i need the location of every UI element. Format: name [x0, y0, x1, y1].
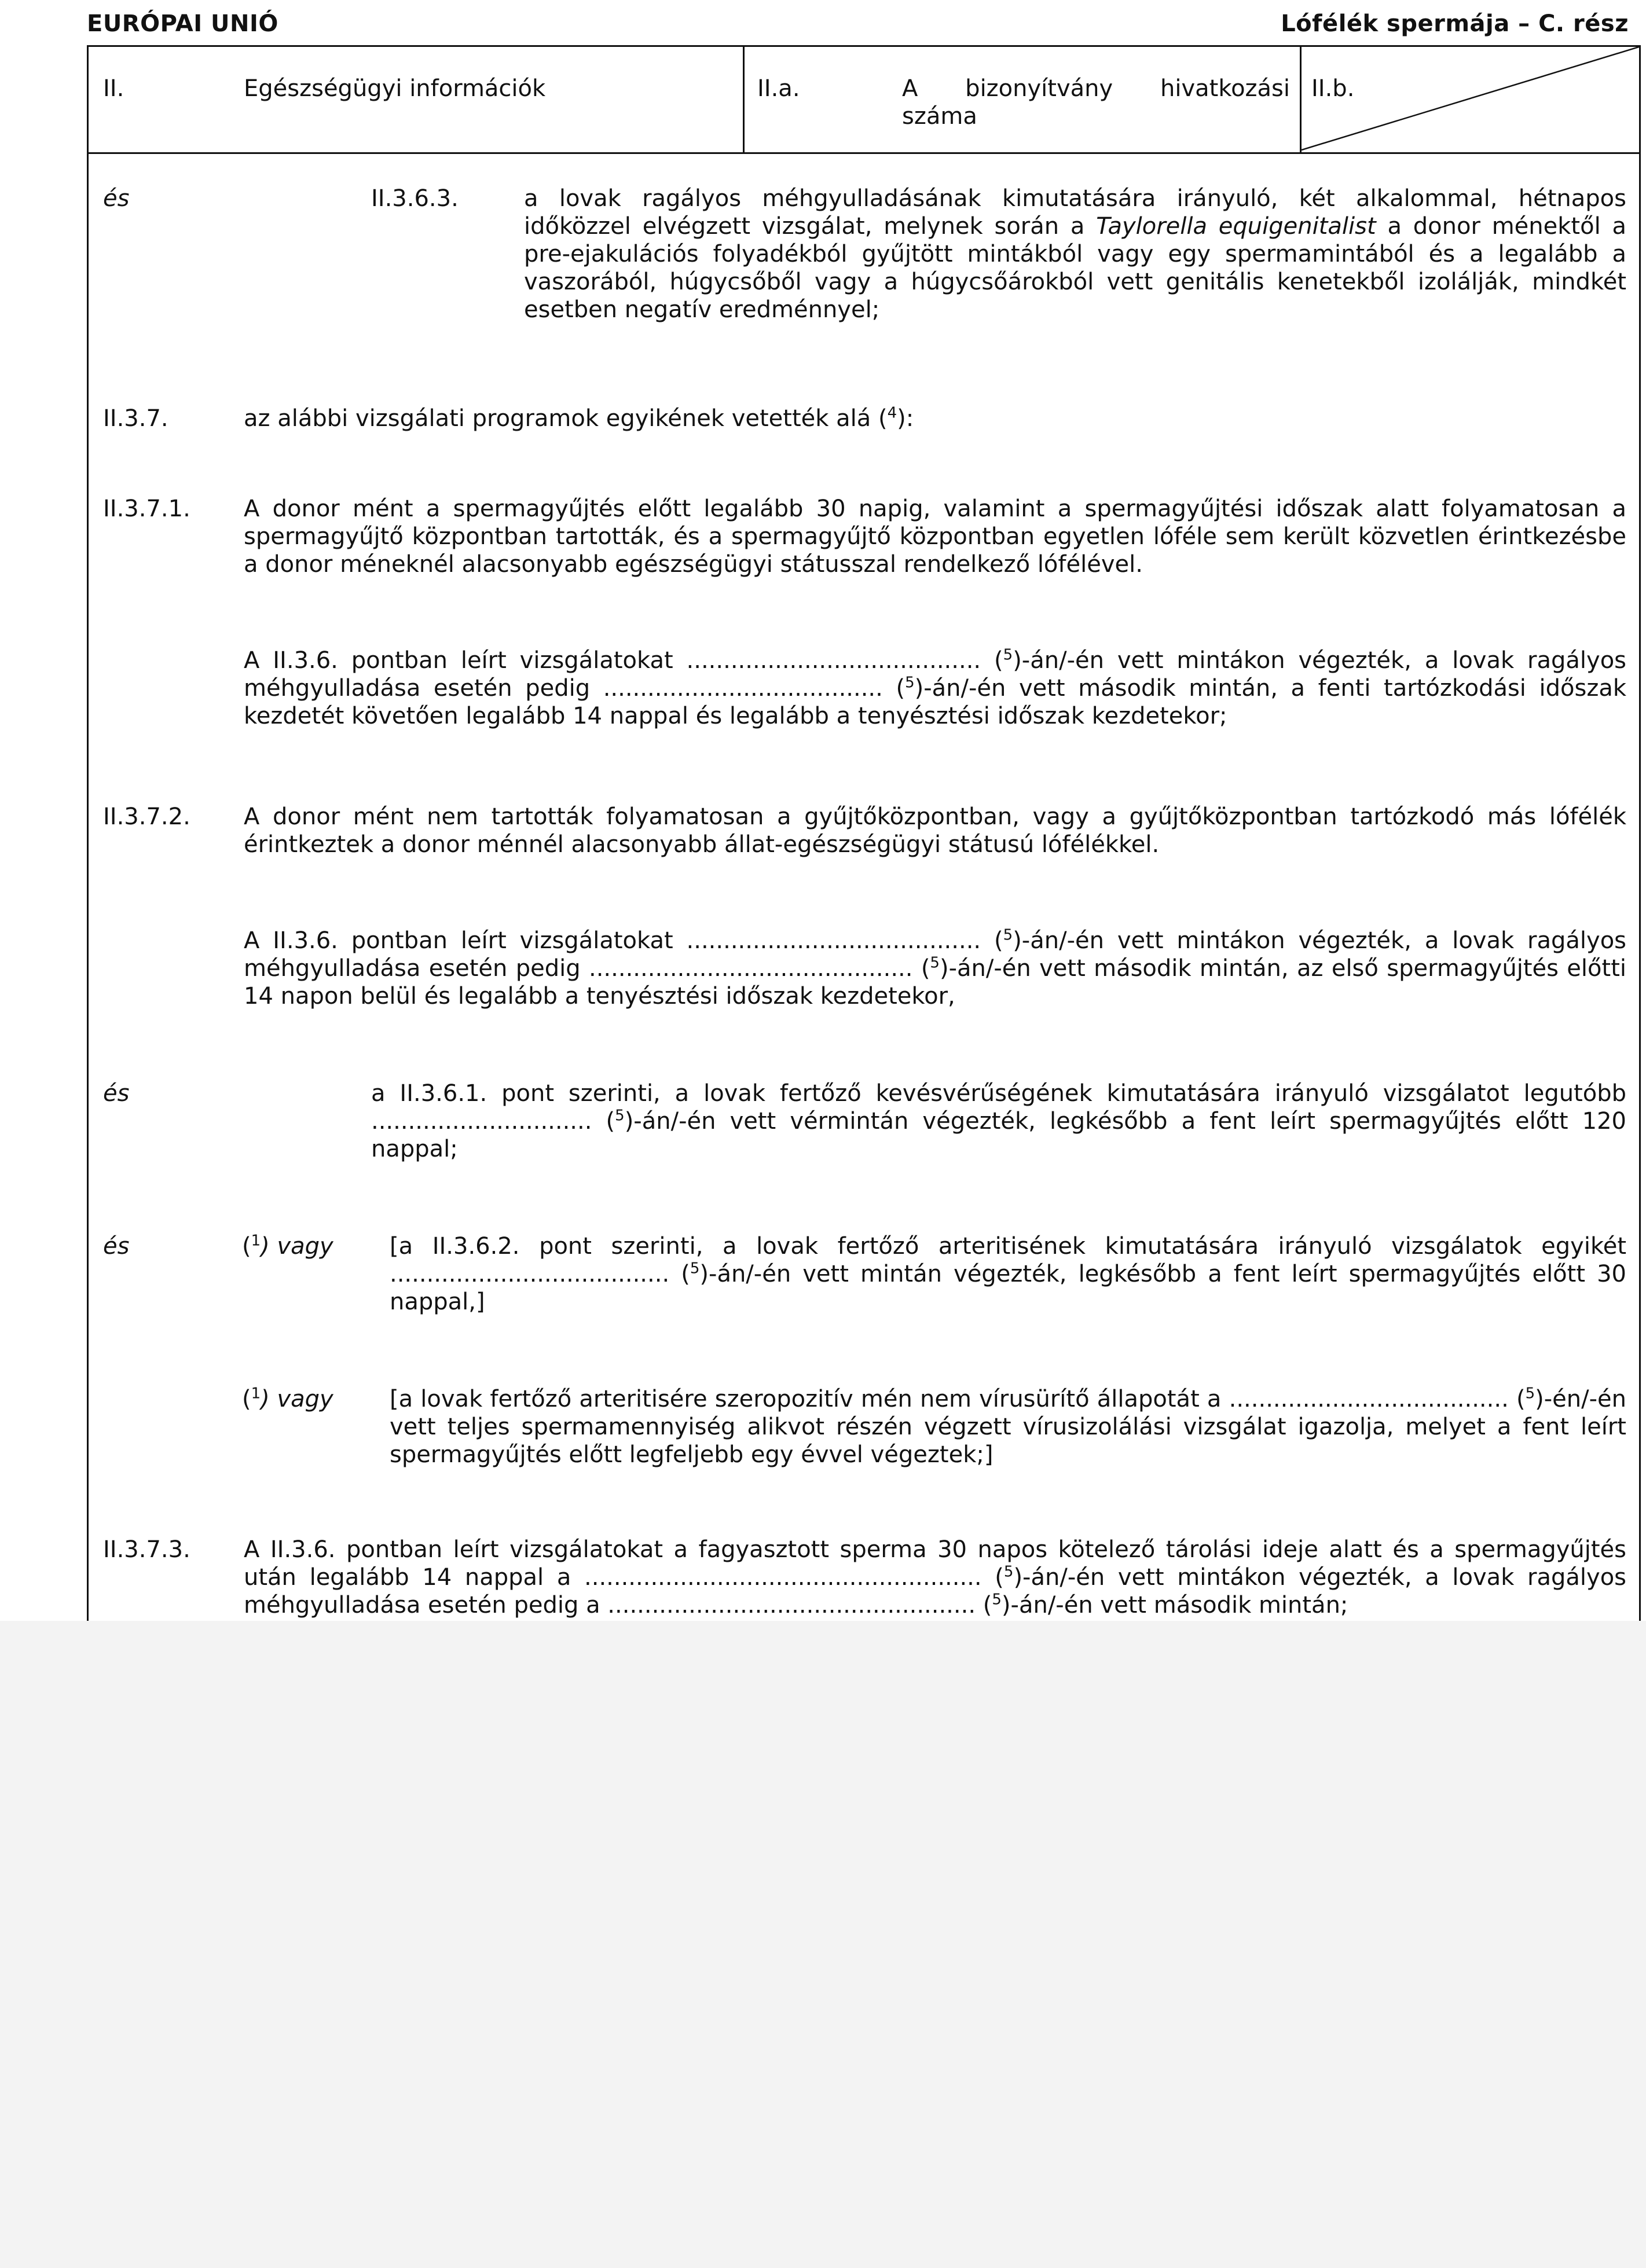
paragraph-3-7-2-tests: A II.3.6. pontban leírt vizsgálatokat ........................................ ($^5$)-án/-én vett mintákon végezték, a lovak ragályos méhgyulladása esetén pedig ............................................ ($^5$)-án/-én vett második mintán, az első spermagyűjtés előtti 14 napon belül és legalább a tenyésztési időszak kezdetekor,: [244, 926, 1626, 1010]
item-number: II.3.6.3.: [371, 185, 459, 212]
paragraph-3-7-3: A II.3.6. pontban leírt vizsgálatokat a fagyasztott sperma 30 napos kötelező tárolási ideje alatt és a spermagyűjtés után legalább 14 nappal a ...................................................... ($^5$)-án/-én vett mintákon végezték, a lovak ragályos méhgyulladása esetén pedig a .................................................. ($^5$)-án/-én vett második mintán;: [244, 1536, 1626, 1619]
paragraph-eva-virus-isolation: [a lovak fertőző arteritisére szeropozitív mén nem vírusürítő állapotát a ...................................... ($^5$)-én/-én vett teljes spermamennyiség alikvot részén végzett vírusizolálási vizsgálat igazolja, melyet a fent leírt spermagyűjtés előtt legfeljebb egy évvel végeztek;]: [390, 1385, 1626, 1468]
paragraph-3-6-3: a lovak ragályos méhgyulladásának kimutatására irányuló, két alkalommal, hétnapos időközzel elvégzett vizsgálat, melynek során a Taylorella equigenitalist a donor ménektől a pre-ejakulációs folyadékból gyűjtött mintákból vagy egy spermamintából és a legalább a vaszorából, húgycsőből vagy a húgycsőárokból vett genitális kenetekből izolálják, mindkét esetben negatív eredménnyel;: [524, 185, 1626, 323]
item-number: II.3.7.2.: [103, 803, 190, 830]
table-header-row: [89, 47, 1639, 154]
reference-number-label-num: II.a.: [757, 75, 800, 102]
paragraph-3-7: az alábbi vizsgálati programok egyikének vetették alá ($^4$):: [244, 404, 914, 432]
item-number: II.3.7.1.: [103, 496, 190, 522]
header-eu: EURÓPAI UNIÓ: [87, 10, 278, 37]
section-b-number: II.b.: [1311, 75, 1355, 102]
column-divider: [743, 47, 745, 154]
option-vagy: ($^1$) vagy: [242, 1232, 333, 1260]
item-number: II.3.7.: [103, 405, 168, 432]
blank-gray-area: [0, 1621, 1646, 2268]
section-title: Egészségügyi információk: [244, 75, 546, 102]
paragraph-3-7-1-tests: A II.3.6. pontban leírt vizsgálatokat ........................................ ($^5$)-án/-én vett mintákon végezték, a lovak ragályos méhgyulladása esetén pedig ...................................... ($^5$)-án/-én vett második mintán, a fenti tartózkodási időszak kezdetét követően legalább 14 nappal és legalább a tenyésztési időszak kezdetekor;: [244, 646, 1626, 729]
reference-number-label: A bizonyítvány hivatkozási száma: [902, 75, 1290, 130]
paragraph-3-7-1: A donor mént a spermagyűjtés előtt legalább 30 napig, valamint a spermagyűjtési időszak alatt folyamatosan a spermagyűjtő központban tartották, és a spermagyűjtő központban egyetlen lóféle sem került közvetlen érintkezésbe a donor méneknél alacsonyabb egészségügyi státusszal rendelkező lófélével.: [244, 496, 1626, 578]
option-vagy: ($^1$) vagy: [242, 1385, 333, 1412]
section-number: II.: [103, 75, 124, 102]
paragraph-eia-test: a II.3.6.1. pont szerinti, a lovak fertőző kevésvérűségének kimutatására irányuló vizsgálatot legutóbb .............................. ($^5$)-án/-én vett vérmintán végezték, legkésőbb a fent leírt spermagyűjtés előtt 120 nappal;: [371, 1080, 1627, 1162]
paragraph-eva-test: [a II.3.6.2. pont szerinti, a lovak fertőző arteritisének kimutatására irányuló vizsgálatok egyikét ...................................... ($^5$)-án/-én vett mintán végezték, legkésőbb a fent leírt spermagyűjtés előtt 30 nappal,]: [390, 1233, 1627, 1315]
connector-es: és: [103, 1080, 130, 1107]
header-title: Lófélék spermája – C. rész: [1281, 10, 1629, 37]
paragraph-3-7-2: A donor mént nem tartották folyamatosan a gyűjtőközpontban, vagy a gyűjtőközpontban tartózkodó más lófélék érintkeztek a donor ménnél alacsonyabb állat-egészségügyi státusú lófélékkel.: [244, 803, 1626, 858]
certificate-frame: [87, 45, 1641, 1621]
item-number: II.3.7.3.: [103, 1536, 190, 1563]
connector-es: és: [103, 185, 130, 212]
connector-es: és: [103, 1233, 130, 1260]
